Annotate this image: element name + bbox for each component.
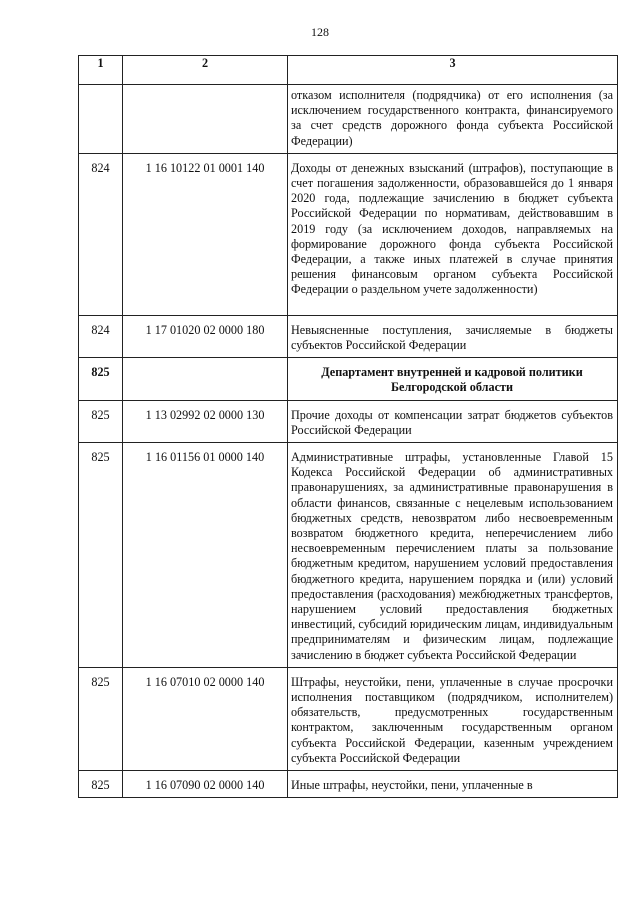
department-row — [79, 358, 618, 400]
admin-code-cell: 825 — [79, 667, 123, 770]
page-number: 128 — [311, 25, 329, 39]
admin-code-cell: 825 — [79, 771, 123, 798]
description-cell: Доходы от денежных взысканий (штрафов), поступающие в счет погашения задолженности, образовавшейся до 1 января 2020 года, подлежащие зачислению в бюджет субъекта Российской Федерации по нормативам, действовавшим в 2019 году (за исключением доходов, направляемых на формирование дорожного фонда субъекта Российской Федерации, а также иных платежей в случае принятия решения финансовым органом субъекта Российской Федерации о раздельном учете задолженности) — [288, 153, 618, 315]
revenue-code-cell: 1 16 10122 01 0001 140 — [123, 153, 288, 315]
column-header-2: 2 — [123, 56, 288, 85]
admin-code-cell: 825 — [79, 443, 123, 668]
revenue-code-cell — [123, 85, 288, 154]
table-row — [79, 400, 618, 442]
table-row — [79, 443, 618, 668]
description-cell: Прочие доходы от компенсации затрат бюджетов субъектов Российской Федерации — [288, 400, 618, 442]
description-cell: Невыясненные поступления, зачисляемые в бюджеты субъектов Российской Федерации — [288, 315, 618, 357]
revenue-codes-table — [78, 55, 618, 798]
revenue-code-cell: 1 17 01020 02 0000 180 — [123, 315, 288, 357]
table-row — [79, 771, 618, 798]
admin-code-cell — [79, 85, 123, 154]
column-header-1: 1 — [79, 56, 123, 85]
admin-code-cell: 825 — [79, 358, 123, 400]
description-cell: Штрафы, неустойки, пени, уплаченные в случае просрочки исполнения поставщиком (подрядчиком, исполнителем) обязательств, предусмотренных государственным контрактом, заключенным государственным органом субъекта Российской Федерации, казенным учреждением субъекта Российской Федерации — [288, 667, 618, 770]
description-cell: Административные штрафы, установленные Главой 15 Кодекса Российской Федерации об административных правонарушениях, за административные правонарушения в области финансов, связанные с нецелевым использованием бюджетных средств, невозвратом либо несвоевременным возвратом бюджетного кредита, неперечислением либо несвоевременным перечислением платы за пользование бюджетным кредитом, нарушением условий предоставления бюджетного кредита, нарушением порядка и (или) условий предоставления (расходования) межбюджетных трансфертов, нарушением условий предоставления бюджетных инвестиций, субсидий юридическим лицам, индивидуальным предпринимателям и физическим лицам, подлежащие зачислению в бюджет субъекта Российской Федерации — [288, 443, 618, 668]
revenue-code-cell: 1 16 07090 02 0000 140 — [123, 771, 288, 798]
description-cell: отказом исполнителя (подрядчика) от его исполнения (за исключением государственного контракта, финансируемого за счет средств дорожного фонда субъекта Российской Федерации) — [288, 85, 618, 154]
revenue-code-cell — [123, 358, 288, 400]
description-cell: Иные штрафы, неустойки, пени, уплаченные в — [288, 771, 618, 798]
table-row — [79, 667, 618, 770]
admin-code-cell: 824 — [79, 153, 123, 315]
revenue-code-cell: 1 16 01156 01 0000 140 — [123, 443, 288, 668]
admin-code-cell: 825 — [79, 400, 123, 442]
column-header-3: 3 — [288, 56, 618, 85]
table-header-row — [79, 56, 618, 85]
revenue-code-cell: 1 13 02992 02 0000 130 — [123, 400, 288, 442]
revenue-code-cell: 1 16 07010 02 0000 140 — [123, 667, 288, 770]
table-row — [79, 315, 618, 357]
table-row — [79, 153, 618, 315]
admin-code-cell: 824 — [79, 315, 123, 357]
continuation-row — [79, 85, 618, 154]
department-title: Департамент внутренней и кадровой политики Белгородской области — [288, 358, 618, 400]
